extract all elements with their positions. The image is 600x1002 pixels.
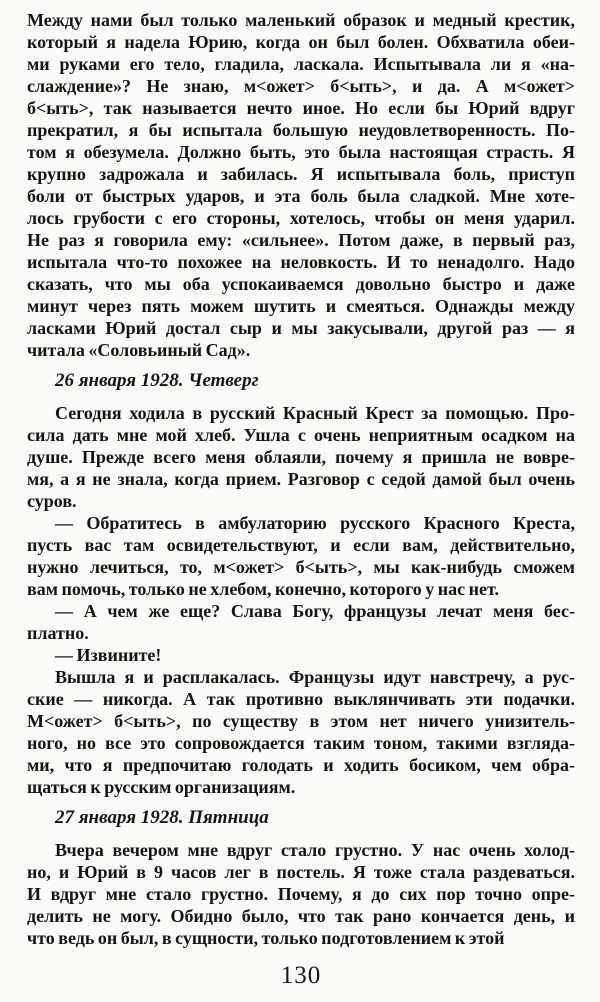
text-line: щаться к русским организациям.: [27, 777, 296, 797]
text-block: [27, 9, 575, 949]
text-line: боли от быстрых ударов, и эта боль была сладкой. Мне хоте-: [27, 186, 575, 206]
text-line: сила дать мне мой хлеб. Ушла с очень неприятным осадком на: [27, 425, 575, 445]
text-line: который я надела Юрию, когда он был болен. Обхватила обеи-: [27, 32, 575, 52]
text-line: б<ыть>, так называется нечто иное. Но если бы Юрий вдруг: [27, 98, 575, 118]
text-line: мя, а я не знала, когда прием. Разговор с седой дамой был очень: [27, 469, 575, 489]
text-line: но, и Юрий в 9 часов лег в постель. Я тоже стала раздеваться.: [27, 862, 575, 882]
text-line: платно.: [27, 623, 89, 643]
paragraph: [27, 600, 575, 644]
text-line: сказать, что мы оба успокаиваемся довольно быстро и даже: [27, 274, 575, 294]
text-line: ного, но все это сопровождается таким тоном, такими взгляда-: [27, 733, 575, 753]
text-line: — Обратитесь в амбулаторию русского Красного Креста,: [55, 513, 575, 533]
text-line: М<ожет> б<ыть>, по существу в этом нет ничего унизитель-: [27, 711, 575, 731]
text-line: ласками Юрий достал сыр и мы закусывали, другой раз — я: [27, 318, 575, 338]
text-line: — Извините!: [55, 645, 162, 665]
diary-date-heading: 26 января 1928. Четверг: [55, 370, 259, 391]
text-line: лось грубости с его стороны, хотелось, чтобы он меня ударил.: [27, 208, 575, 228]
paragraph: [27, 839, 575, 949]
paragraph: [27, 9, 575, 361]
text-line: — А чем же еще? Слава Богу, французы лечат меня бес-: [55, 601, 575, 621]
text-line: испытала что-то похожее на неловкость. И то ненадолго. Надо: [27, 252, 575, 272]
paragraph: [27, 644, 575, 666]
text-line: Вчера вечером мне вдруг стало грустно. У нас очень холод-: [55, 840, 575, 860]
text-line: ми, что я предпочитаю голодать и ходить босиком, чем обра-: [27, 755, 575, 775]
text-line: пусть вас там освидетельствуют, и если вам, действительно,: [27, 535, 575, 555]
text-line: Между нами был только маленький образок и медный крестик,: [27, 10, 575, 30]
text-line: минут через пять можем шутить и смеяться. Однажды между: [27, 296, 575, 316]
paragraph: [27, 512, 575, 600]
text-line: крупно задрожала и забилась. Я испытывала боль, приступ: [27, 164, 575, 184]
text-line: том я обезумела. Должно быть, это была настоящая страсть. Я: [27, 142, 575, 162]
text-line: прекратил, я бы испытала большую неудовлетворенность. По-: [27, 120, 575, 140]
text-line: делить не могу. Обидно было, что так рано кончается день, и: [27, 906, 575, 926]
text-line: ские — никогда. А так противно выклянчивать эти подачки.: [27, 689, 575, 709]
text-line: И вдруг мне стало грустно. Почему, я до сих пор точно опре-: [27, 884, 575, 904]
paragraph: [27, 666, 575, 798]
paragraph: [27, 402, 575, 512]
text-line: что ведь он был, в сущности, только подготовлением к этой: [27, 928, 505, 948]
text-line: Не раз я говорила ему: «сильнее». Потом даже, в первый раз,: [27, 230, 575, 250]
text-line: суров.: [27, 491, 77, 511]
text-line: читала «Соловьиный Сад».: [27, 340, 251, 360]
text-line: вам помочь, только не хлебом, конечно, которого у нас нет.: [27, 579, 499, 599]
diary-date-heading: 27 января 1928. Пятница: [55, 807, 269, 828]
text-line: слаждение»? Не знаю, м<ожет> б<ыть>, и да. А м<ожет>: [27, 76, 575, 96]
text-line: Сегодня ходила в русский Красный Крест за помощью. Про-: [55, 403, 575, 423]
text-line: Вышла я и расплакалась. Французы идут навстречу, а рус-: [55, 667, 575, 687]
page-number: 130: [280, 962, 322, 989]
text-line: ми руками его тело, гладила, ласкала. Испытывала ли я «на-: [27, 54, 575, 74]
text-line: душе. Прежде всего меня облаяли, почему я пришла не вовре-: [27, 447, 575, 467]
text-line: нужно лечиться, то, м<ожет> б<ыть>, мы как-нибудь сможем: [27, 557, 575, 577]
